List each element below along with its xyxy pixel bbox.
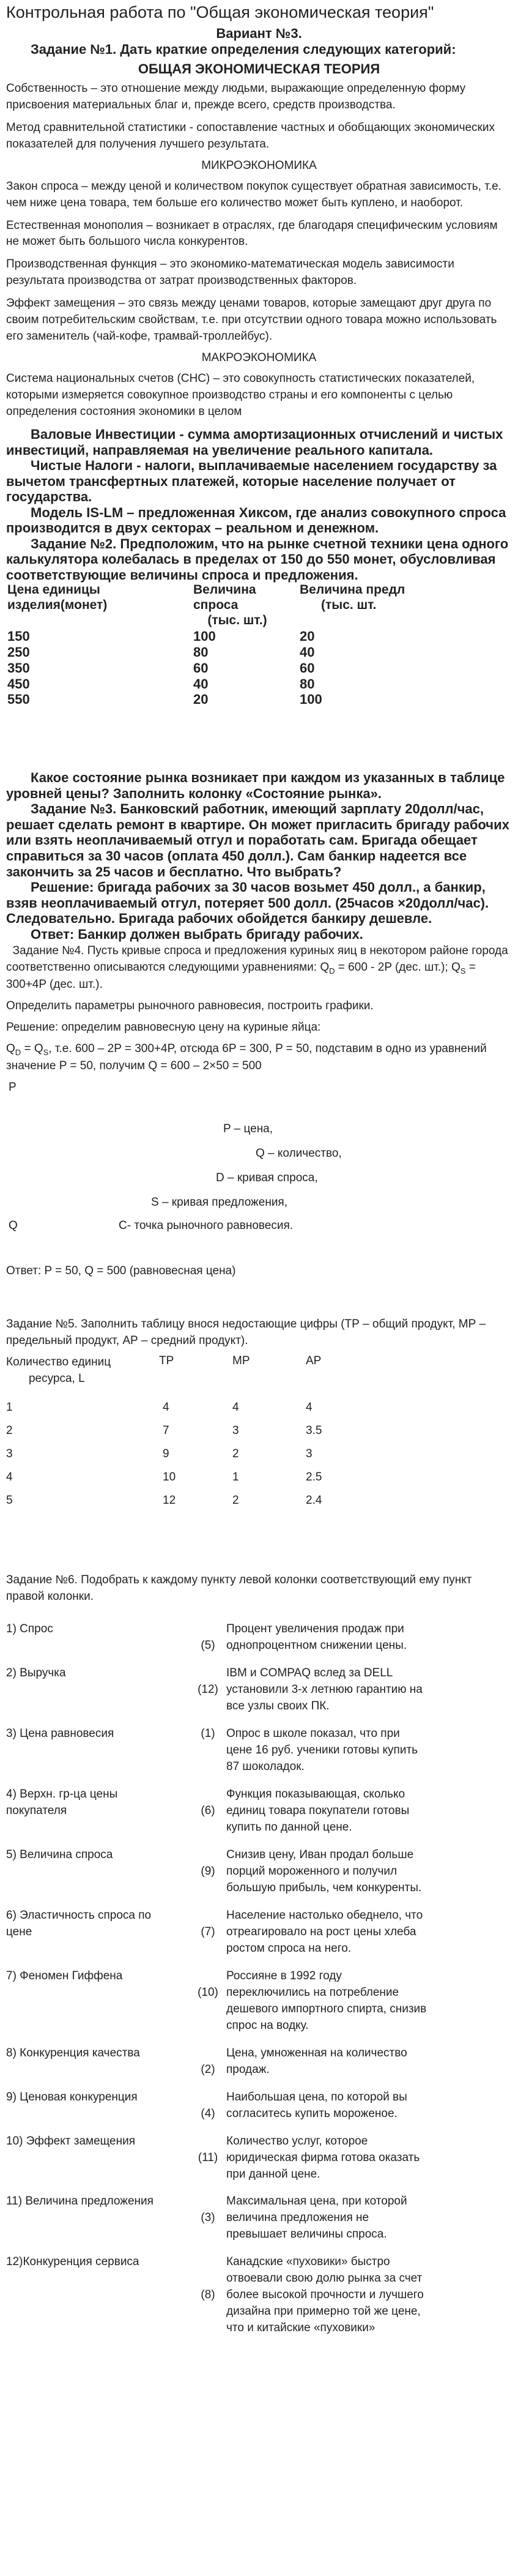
list-item: 10) Эффект замещения (11) Количество услуг, которое юридическая фирма готова оказать при данной цене.	[6, 2134, 420, 2181]
task4-text: Задание №4. Пусть кривые спроса и предложения куриных яиц в некотором районе города соответственно описываются следующими уравнениями: $Q_D = 600 - 2P$ (дес. шт.); $Q_S = 300+4P$ (дес. шт.).	[6, 944, 508, 991]
header-ap: AP	[306, 1354, 322, 1368]
task4-solution: Решение: определим равновесную цену на куриные яйца:	[6, 1021, 321, 1034]
definition-substitution-effect: Эффект замещения – это связь между ценами товаров, которые замещают друг друга по своим потребительским свойствам, т.е. при отсутствии одного товара можно использовать его заменитель (чай-кофе, трамвай-троллейбус).	[6, 297, 497, 343]
header-price: Цена единицы изделия(монет)	[7, 583, 108, 613]
task4-equation: $Q_D = Q_S$, т.е. 600 – 2P = 300+4P, отсюда 6P = 300, P = 50, подставим в одно из уравнений значение P = 50, получим Q = 600 – 2×50 = 500	[6, 1042, 487, 1073]
legend-supply: S – кривая предложения,	[151, 1196, 287, 1209]
product-table	[6, 1354, 379, 1517]
definition-production-function: Производственная функция – это экономико-математическая модель зависимости результата производства от затрат производственных факторов.	[6, 258, 454, 288]
list-item: 12)Конкуренция сервиса (8) Канадские «пуховики» быстро отвоевали свою долю рынка за счет более высокой прочности и лучшего дизайна при примерно той же цене, что и китайские «пуховики»	[6, 2255, 424, 2335]
definition-gross-investment: Валовые Инвестиции - сумма амортизационных отчислений и чистых инвестиций, направляемая на увеличение реального капитала.	[6, 427, 503, 458]
definition-law-of-demand: Закон спроса – между ценой и количеством покупок существует обратная зависимость, т.е. чем ниже цена товара, тем больше его количество может быть куплено, и наоборот.	[6, 179, 501, 209]
table-row: 2 7 3 3.5	[6, 1424, 322, 1438]
graph-p-axis-label: P	[9, 1081, 17, 1094]
list-item: 7) Феномен Гиффена (10) Россияне в 1992 году переключились на потребление дешевого импортного спирта, снизив спрос на водку.	[6, 1969, 427, 2032]
header-supply: Величина предл (тыс. шт.	[300, 583, 405, 613]
table-header-row	[6, 583, 508, 628]
matching-list	[6, 1621, 512, 2337]
definition-is-lm: Модель IS-LM – предложенная Хиксом, где анализ совокупного спроса производится в двух секторах – реальном и денежном.	[6, 504, 506, 536]
list-item: 1) Спрос (5) Процент увеличения продаж при однопроцентном снижении цены.	[6, 1622, 407, 1652]
task6-text: Задание №6. Подобрать к каждому пункту левой колонки соответствующий ему пункт правой колонки.	[6, 1574, 472, 1603]
header-tp: TP	[159, 1354, 174, 1368]
task2-text: Задание №2. Предположим, что на рынке счетной техники цена одного калькулятора колебалась в пределах от 150 до 550 монет, обусловливая соответствующие величины спроса и предложения.	[6, 536, 509, 583]
task5-text: Задание №5. Заполнить таблицу внося недостающие цифры (ТР – общий продукт, МР – предельный продукт, АР – средний продукт).	[6, 1318, 486, 1348]
legend-quantity: Q – количество,	[256, 1147, 342, 1160]
table-header-row	[6, 1354, 379, 1391]
legend-demand: D – кривая спроса,	[216, 1171, 318, 1185]
task1-heading: Задание №1. Дать краткие определения следующих категорий:	[31, 42, 456, 58]
table-row: 3 9 2 3	[6, 1447, 313, 1461]
list-item: 3) Цена равновесия (1) Опрос в школе показал, что при цене 16 руб. ученики готовы купить 87 шоколадок.	[6, 1727, 418, 1774]
list-item: 11) Величина предложения (3) Максимальная цена, при которой величина предложения не превышает величины спроса.	[6, 2195, 407, 2241]
task3-solution: Решение: бригада рабочих за 30 часов возьмет 450 долл., а банкир, взяв неоплачиваемый отгул, потеряет 500 долл. (25часов ×20долл/час). Следовательно. Бригада рабочих обойдется банкиру дешевле.	[6, 879, 489, 927]
variant-heading: Вариант №3.	[216, 26, 302, 42]
table-row: 550 20 100	[7, 692, 322, 707]
task3-answer: Ответ: Банкир должен выбрать бригаду рабочих.	[31, 926, 363, 942]
legend-equilibrium: C- точка рыночного равновесия.	[119, 1219, 294, 1233]
price-demand-supply-table	[6, 583, 508, 707]
task2-question: Какое состояние рынка возникает при каждом из указанных в таблице уровней цены? Заполнить колонку «Состояние рынка».	[6, 770, 505, 801]
definition-natural-monopoly: Естественная монополия – возникает в отраслях, где благодаря специфическим условиям не может быть большого числа конкурентов.	[6, 218, 498, 248]
list-item: 9) Ценовая конкуренция (4) Наибольшая цена, по которой вы согласитесь купить мороженое.	[6, 2090, 407, 2120]
section-micro-heading: МИКРОЭКОНОМИКА	[201, 159, 317, 172]
definition-comparative-statistics: Метод сравнительной статистики - сопоставление частных и обобщающих экономических показателей для получения лучшего результата.	[6, 121, 495, 151]
list-item: 2) Выручка (12) IBM и COMPAQ вслед за DELL установили 3-х летнюю гарантию на все узлы своих ПК.	[6, 1667, 423, 1713]
list-item: 8) Конкуренция качества (2) Цена, умноженная на количество продаж.	[6, 2046, 407, 2076]
section-macro-heading: МАКРОЭКОНОМИКА	[201, 351, 317, 365]
graph-q-axis-label: Q	[9, 1219, 18, 1233]
table-row: 450 40 80	[7, 676, 315, 692]
list-item: 4) Верхн. гр-ца цены покупателя (6) Функция показывающая, сколько единиц товара покупатели готовы купить по данной цене.	[6, 1788, 410, 1834]
task4-answer: Ответ: P = 50, Q = 500 (равновесная цена)	[6, 1264, 236, 1278]
table-row: 5 12 2 2.4	[6, 1494, 322, 1507]
table-row: 350 60 60	[7, 660, 315, 676]
legend-price: P – цена,	[223, 1122, 273, 1136]
table-row: 250 80 40	[7, 644, 315, 660]
task4-define: Определить параметры рыночного равновесия, построить графики.	[6, 999, 374, 1013]
definition-property: Собственность – это отношение между людьми, выражающие определенную форму присвоения материальных благ и, прежде всего, средств производства.	[6, 81, 466, 111]
list-item: 6) Эластичность спроса по цене (7) Население настолько обеднело, что отреагировало на рост цены хлеба ростом спроса на него.	[6, 1908, 423, 1955]
header-mp: MP	[232, 1354, 250, 1368]
task3-text: Задание №3. Банковский работник, имеющий зарплату 20долл/час, решает сделать ремонт в квартире. Он может пригласить бригаду рабочих или взять неоплачиваемый отгул и поработать сам. Бригада обещает справиться за 30 часов (оплата 450 долл.). Сам банкир надеется все закончить за 25 часов и бесплатно. Что выбрать?	[6, 801, 509, 879]
list-item: 5) Величина спроса (9) Снизив цену, Иван продал больше порций мороженного и получил большую прибыль, чем конкуренты.	[6, 1848, 422, 1894]
section-general-heading: ОБЩАЯ ЭКОНОМИЧЕСКАЯ ТЕОРИЯ	[138, 61, 380, 77]
table-row: 1 4 4 4	[6, 1401, 313, 1414]
header-demand: Величина спроса (тыс. шт.)	[193, 583, 267, 627]
table-row: 4 10 1 2.5	[6, 1471, 322, 1484]
document-title: Контрольная работа по "Общая экономическая теория"	[6, 3, 434, 21]
table-row: 150 100 20	[7, 628, 315, 644]
definition-national-accounts: Система национальных счетов (СНС) – это совокупность статистических показателей, которыми измеряется совокупное производство страны и его компоненты с целью определения состояния экономики в целом	[6, 372, 475, 419]
header-resource: Количество единиц ресурса, L	[6, 1356, 111, 1385]
equilibrium-graph-legend	[6, 1080, 512, 1263]
definition-net-taxes: Чистые Налоги - налоги, выплачиваемые населением государству за вычетом трансфертных платежей, которые население получает от государства.	[6, 458, 497, 505]
